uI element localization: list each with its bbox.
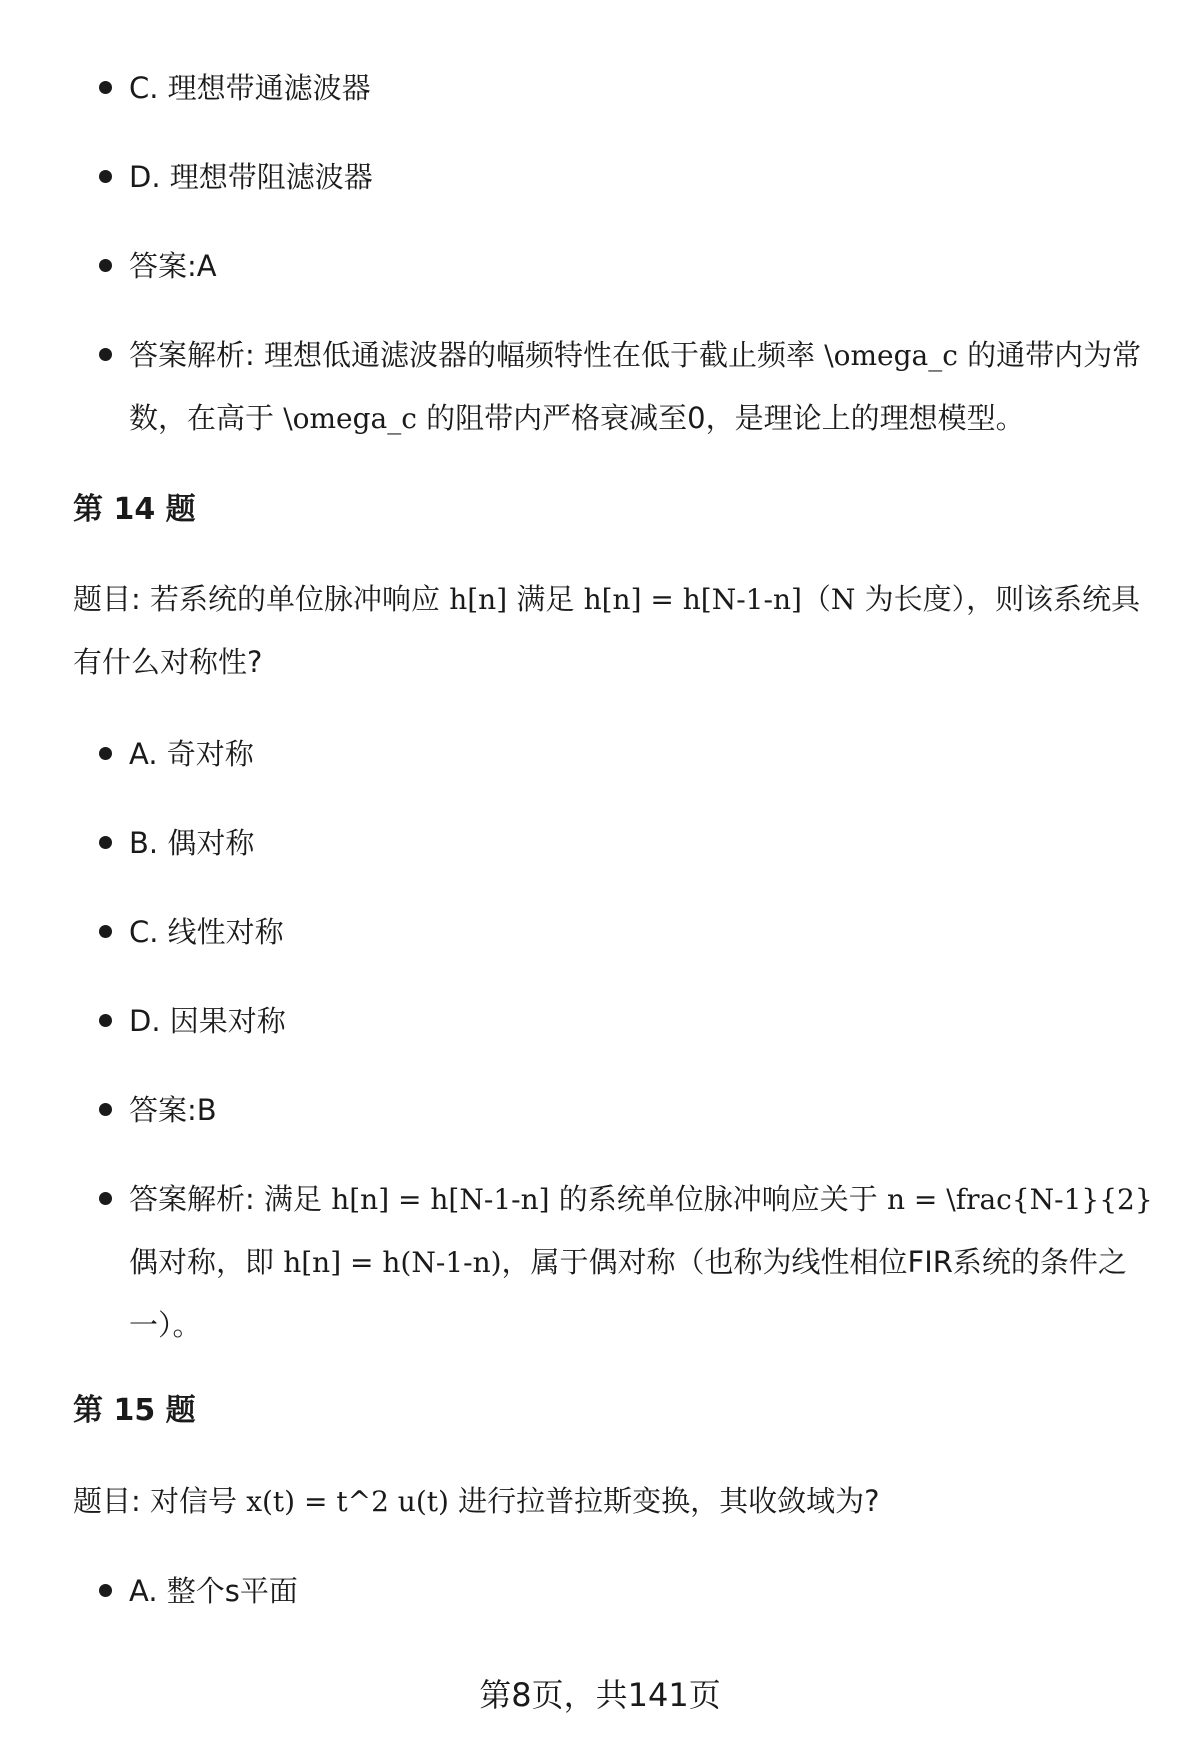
bullet-icon [99,1014,112,1027]
math-expression: h[n] = h[N-1-n] [331,1183,550,1216]
q13-option-c [129,57,1159,119]
bullet-icon [99,81,112,94]
analysis-mid: 的系统单位脉冲响应关于 [549,1182,887,1216]
bullet-icon [99,259,112,272]
math-expression: h[n] [449,583,508,616]
q13-answer [129,235,1159,297]
question-suffix: 进行拉普拉斯变换，其收敛域为? [448,1484,880,1518]
option-text: D. 理想带阻滤波器 [129,160,373,194]
question-mid2: （ [801,582,831,616]
page-footer: 第8页，共141页 [479,1676,721,1714]
bullet-icon [99,925,112,938]
question-heading: 第 14 题 [73,492,196,527]
bullet-icon [99,1192,112,1205]
answer-text: 答案:B [129,1093,217,1127]
analysis-prefix: 答案解析: 满足 [129,1182,332,1216]
option-text: B. 偶对称 [129,826,255,860]
analysis-suffix: 的阻带内严格衰减至0，是理论上的理想模型。 [416,401,1025,435]
q14-analysis [129,1168,1159,1356]
q13-analysis [129,324,1159,450]
math-expression: h[n] = h(N-1-n) [283,1246,502,1279]
analysis-mid: 的通带内为常数，在高于 [129,338,1142,435]
answer-text: 答案:A [129,249,217,283]
math-expression: n = \frac{N-1}{2} [886,1183,1153,1216]
analysis-prefix: 答案解析: 理想低通滤波器的幅频特性在低于截止频率 [129,338,825,372]
bullet-icon [99,1584,112,1597]
math-expression: N [830,583,856,616]
math-expression: h[n] = h[N-1-n] [583,583,802,616]
bullet-icon [99,170,112,183]
q15-question [73,1470,1148,1533]
option-text: D. 因果对称 [129,1004,286,1038]
q13-option-d [129,146,1159,208]
option-text: C. 理想带通滤波器 [129,71,371,105]
q14-option-c [129,901,1159,963]
q14-option-b [129,812,1159,874]
option-text: A. 整个s平面 [129,1574,298,1608]
question-prefix: 题目: 对信号 [73,1484,247,1518]
option-text: C. 线性对称 [129,915,284,949]
question-suffix: 为长度），则该系统具有什么对称性? [73,582,1141,679]
analysis-mid2: 偶对称，即 [129,1245,284,1279]
question-heading: 第 15 题 [73,1393,196,1428]
q14-option-a [129,723,1159,785]
math-omega-c: \omega_c [283,402,417,435]
q14-question [73,568,1148,693]
q15-option-a [129,1560,1159,1622]
question-prefix: 题目: 若系统的单位脉冲响应 [73,582,450,616]
bullet-icon [99,836,112,849]
q14-answer [129,1079,1159,1141]
math-expression: x(t) = t^2 u(t) [246,1485,449,1518]
bullet-icon [99,348,112,361]
bullet-icon [99,1103,112,1116]
math-omega-c: \omega_c [824,339,958,372]
option-text: A. 奇对称 [129,737,254,771]
bullet-icon [99,747,112,760]
question-mid: 满足 [507,582,584,616]
analysis-suffix: ，属于偶对称（也称为线性相位FIR系统的条件之一）。 [129,1245,1127,1342]
q14-option-d [129,990,1159,1052]
